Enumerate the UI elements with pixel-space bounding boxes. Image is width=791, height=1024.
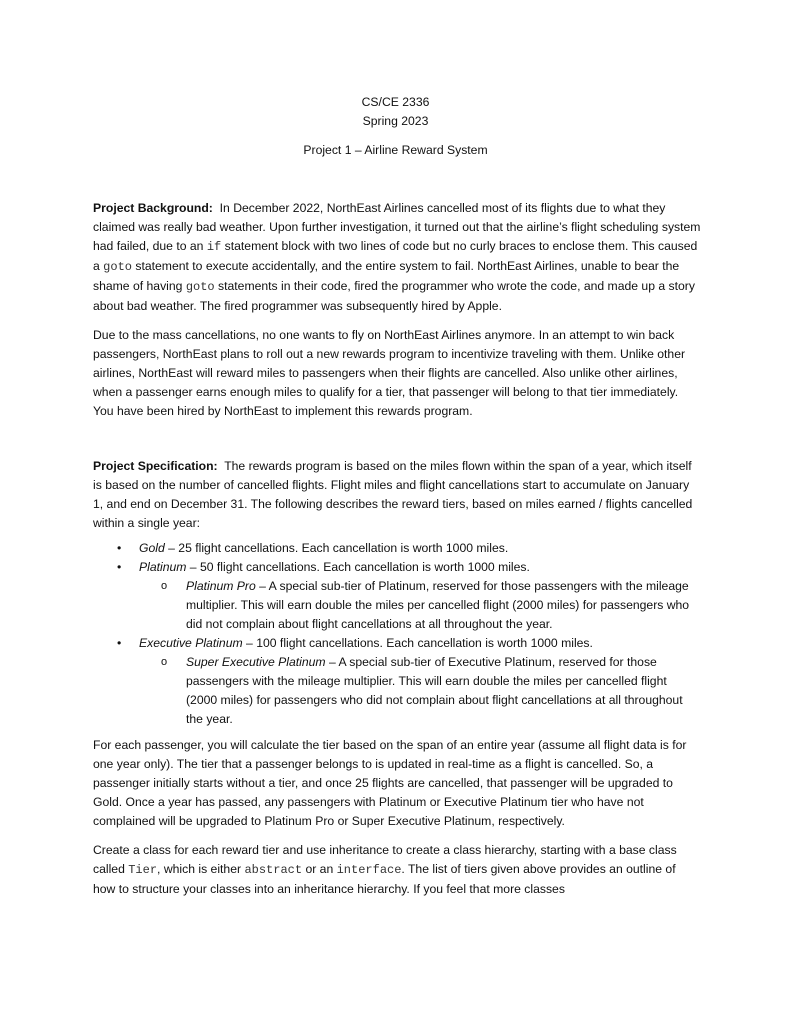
background-heading: Project Background: [93,201,213,215]
background-text-b: statement block with two lines of code but no curly braces to enclose them. This caused a [93,239,698,273]
list-item-executive-platinum [93,634,701,729]
subtier-description: – A special sub-tier of Platinum, reserved for those passengers with the mileage multiplier. This will earn double the miles per cancelled flight (2000 miles) for passengers who did not complain about flight cancellations at all throughout the year. [186,579,690,631]
code-abstract: abstract [244,863,303,877]
tier-name: Gold [139,541,165,555]
list-item-platinum [93,558,701,634]
passenger-tier-paragraph: For each passenger, you will calculate the tier based on the span of an entire year (assume all flight data is for one year only). The tier that a passenger belongs to is updated in real-time as a flight is cancelled. So, a passenger initially starts without a tier, and once 25 flights are cancelled, that passenger will be upgraded to Gold. Once a year has passed, any passengers with Platinum or Executive Platinum tier who have not complained will be upgraded to Platinum Pro or Super Executive Platinum, respectively. [93,738,687,828]
course-code: CS/CE 2336 [361,95,430,109]
subtier-description: – A special sub-tier of Executive Platinum, reserved for those passengers with the mileage multiplier. This will earn double the miles per cancelled flight (2000 miles) for passengers who did not complain about flight cancellations at all throughout the year. [186,655,683,726]
class-text-c: or an [305,862,334,876]
project-title: Project 1 – Airline Reward System [303,143,488,157]
tier-list [93,539,701,729]
background-paragraph-2: Due to the mass cancellations, no one wants to fly on NorthEast Airlines anymore. In an attempt to win back passengers, NorthEast plans to roll out a new rewards program to incentivize traveling with them. Unlike other airlines, NorthEast will reward miles to passengers when their flights are cancelled. Also unlike other airlines, when a passenger earns enough miles to qualify for a tier, that passenger will belong to that tier immediately. You have been hired by NorthEast to implement this rewards program. [93,328,686,418]
document-header [0,93,791,160]
list-item-super-executive-platinum [139,653,701,729]
bullet-icon: • [117,636,122,650]
specification-heading: Project Specification: [93,459,218,473]
class-text-d: . The list of tiers given above provides an outline of how to structure your classes into an inheritance hierarchy. If you feel that more classes [93,862,676,896]
sub-bullet-icon: o [161,580,168,592]
bullet-icon: • [117,560,122,574]
code-tier: Tier [128,863,158,877]
subtier-name: Platinum Pro [186,579,256,593]
subtier-list [139,577,701,634]
background-text-d: statements in their code, fired the programmer who wrote the code, and made up a story about bad weather. The fired programmer was subsequently hired by Apple. [93,279,695,313]
code-if: if [206,240,222,254]
tier-description: – 100 flight cancellations. Each cancellation is worth 1000 miles. [242,636,593,650]
bullet-icon: • [117,541,122,555]
tier-description: – 50 flight cancellations. Each cancellation is worth 1000 miles. [186,560,530,574]
document-body [93,199,701,899]
sub-bullet-icon: o [161,656,168,668]
background-paragraph-1 [93,199,701,316]
subtier-list [139,653,701,729]
specification-intro: The rewards program is based on the miles flown within the span of a year, which itself is based on the number of cancelled flights. Flight miles and flight cancellations start to accumulate on January 1, and end on December 31. The following describes the reward tiers, based on miles earned / flights cancelled within a single year: [93,459,693,530]
code-goto-2: goto [185,280,215,294]
list-item-platinum-pro [139,577,701,634]
background-text-a: In December 2022, NorthEast Airlines cancelled most of its flights due to what they claimed was really bad weather. Upon further investigation, it turned out that the airline’s flight scheduling system had failed, due to an [93,201,701,253]
tier-description: – 25 flight cancellations. Each cancellation is worth 1000 miles. [164,541,509,555]
code-interface: interface [336,863,402,877]
specification-paragraph [93,457,701,533]
class-hierarchy-paragraph [93,841,701,899]
list-item-gold [93,539,701,558]
class-text-a: Create a class for each reward tier and use inheritance to create a class hierarchy, starting with a base class called [93,843,677,876]
tier-name: Executive Platinum [139,636,243,650]
tier-name: Platinum [139,560,187,574]
subtier-name: Super Executive Platinum [186,655,326,669]
term: Spring 2023 [362,114,429,128]
code-goto: goto [103,260,132,274]
class-text-b: , which is either [157,862,242,876]
background-text-c: statement to execute accidentally, and the entire system to fail. NorthEast Airlines, unable to bear the shame of having [93,259,680,293]
